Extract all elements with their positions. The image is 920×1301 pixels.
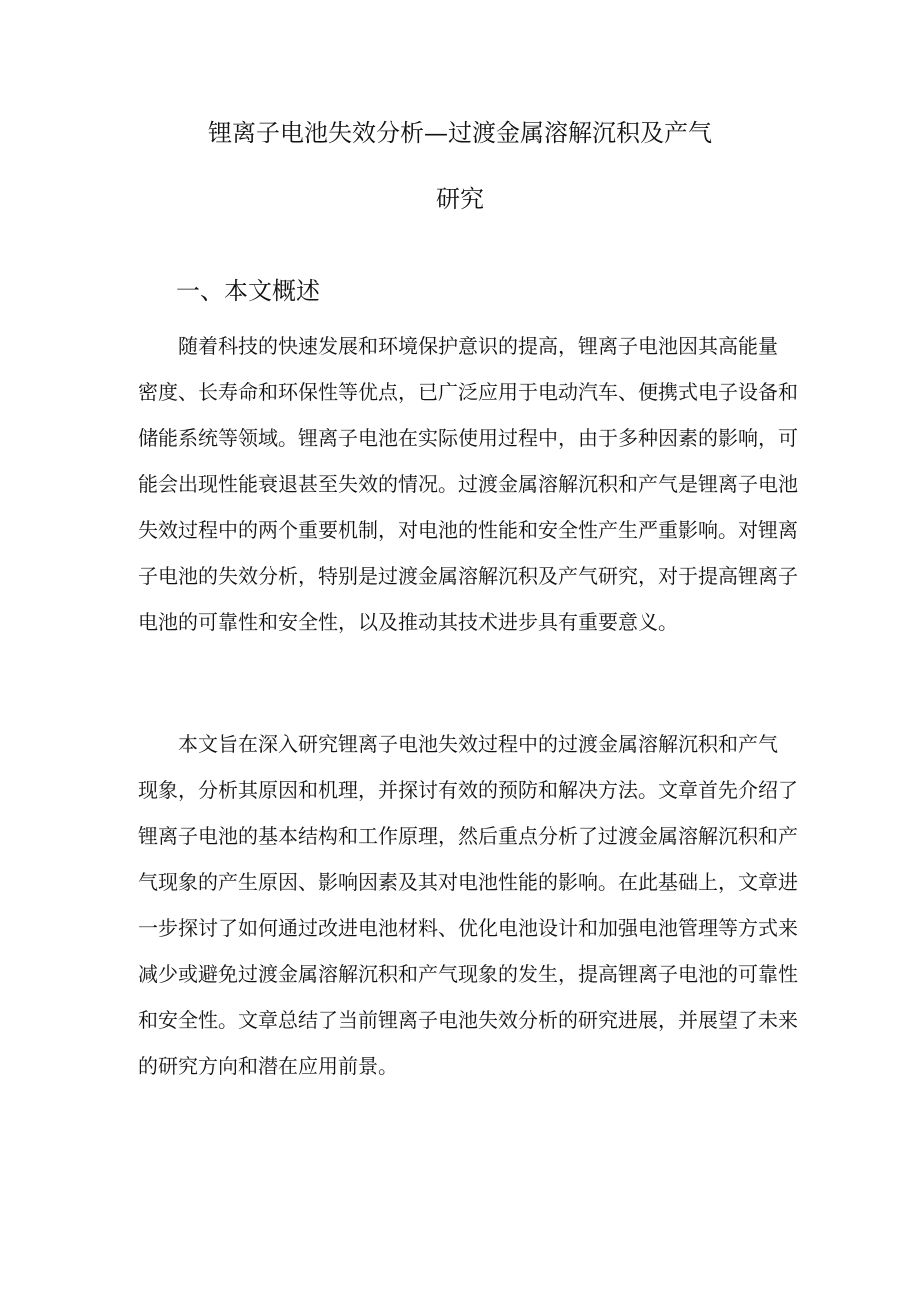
document-title-line-2: 研究 <box>436 185 484 213</box>
paragraph-line: 电池的可靠性和安全性，以及推动其技术进步具有重要意义。 <box>138 610 678 634</box>
paragraph-line: 随着科技的快速发展和环境保护意识的提高，锂离子电池因其高能量 <box>178 334 778 358</box>
paragraph-line: 现象，分析其原因和机理，并探讨有效的预防和解决方法。文章首先介绍了 <box>138 778 798 802</box>
paragraph-line: 锂离子电池的基本结构和工作原理，然后重点分析了过渡金属溶解沉积和产 <box>138 824 798 848</box>
paragraph-2 <box>138 728 798 1096</box>
paragraph-line: 密度、长寿命和环保性等优点，已广泛应用于电动汽车、便携式电子设备和 <box>138 380 798 404</box>
paragraph-line: 本文旨在深入研究锂离子电池失效过程中的过渡金属溶解沉积和产气 <box>178 732 778 756</box>
paragraph-line: 能会出现性能衰退甚至失效的情况。过渡金属溶解沉积和产气是锂离子电池 <box>138 472 798 496</box>
paragraph-line: 子电池的失效分析，特别是过渡金属溶解沉积及产气研究，对于提高锂离子 <box>138 564 798 588</box>
paragraph-line: 气现象的产生原因、影响因素及其对电池性能的影响。在此基础上，文章进 <box>138 870 798 894</box>
paragraph-line: 储能系统等领域。锂离子电池在实际使用过程中，由于多种因素的影响，可 <box>138 426 798 450</box>
paragraph-line: 失效过程中的两个重要机制，对电池的性能和安全性产生严重影响。对锂离 <box>138 518 798 542</box>
document-title-line-1: 锂离子电池失效分析—过渡金属溶解沉积及产气 <box>208 119 712 147</box>
paragraph-line: 的研究方向和潜在应用前景。 <box>138 1054 398 1078</box>
paragraph-line: 减少或避免过渡金属溶解沉积和产气现象的发生，提高锂离子电池的可靠性 <box>138 962 798 986</box>
paragraph-line: 一步探讨了如何通过改进电池材料、优化电池设计和加强电池管理等方式来 <box>138 916 798 940</box>
section-heading-overview: 一、本文概述 <box>176 277 320 305</box>
paragraph-line: 和安全性。文章总结了当前锂离子电池失效分析的研究进展，并展望了未来 <box>138 1008 798 1032</box>
paragraph-1 <box>138 330 798 652</box>
